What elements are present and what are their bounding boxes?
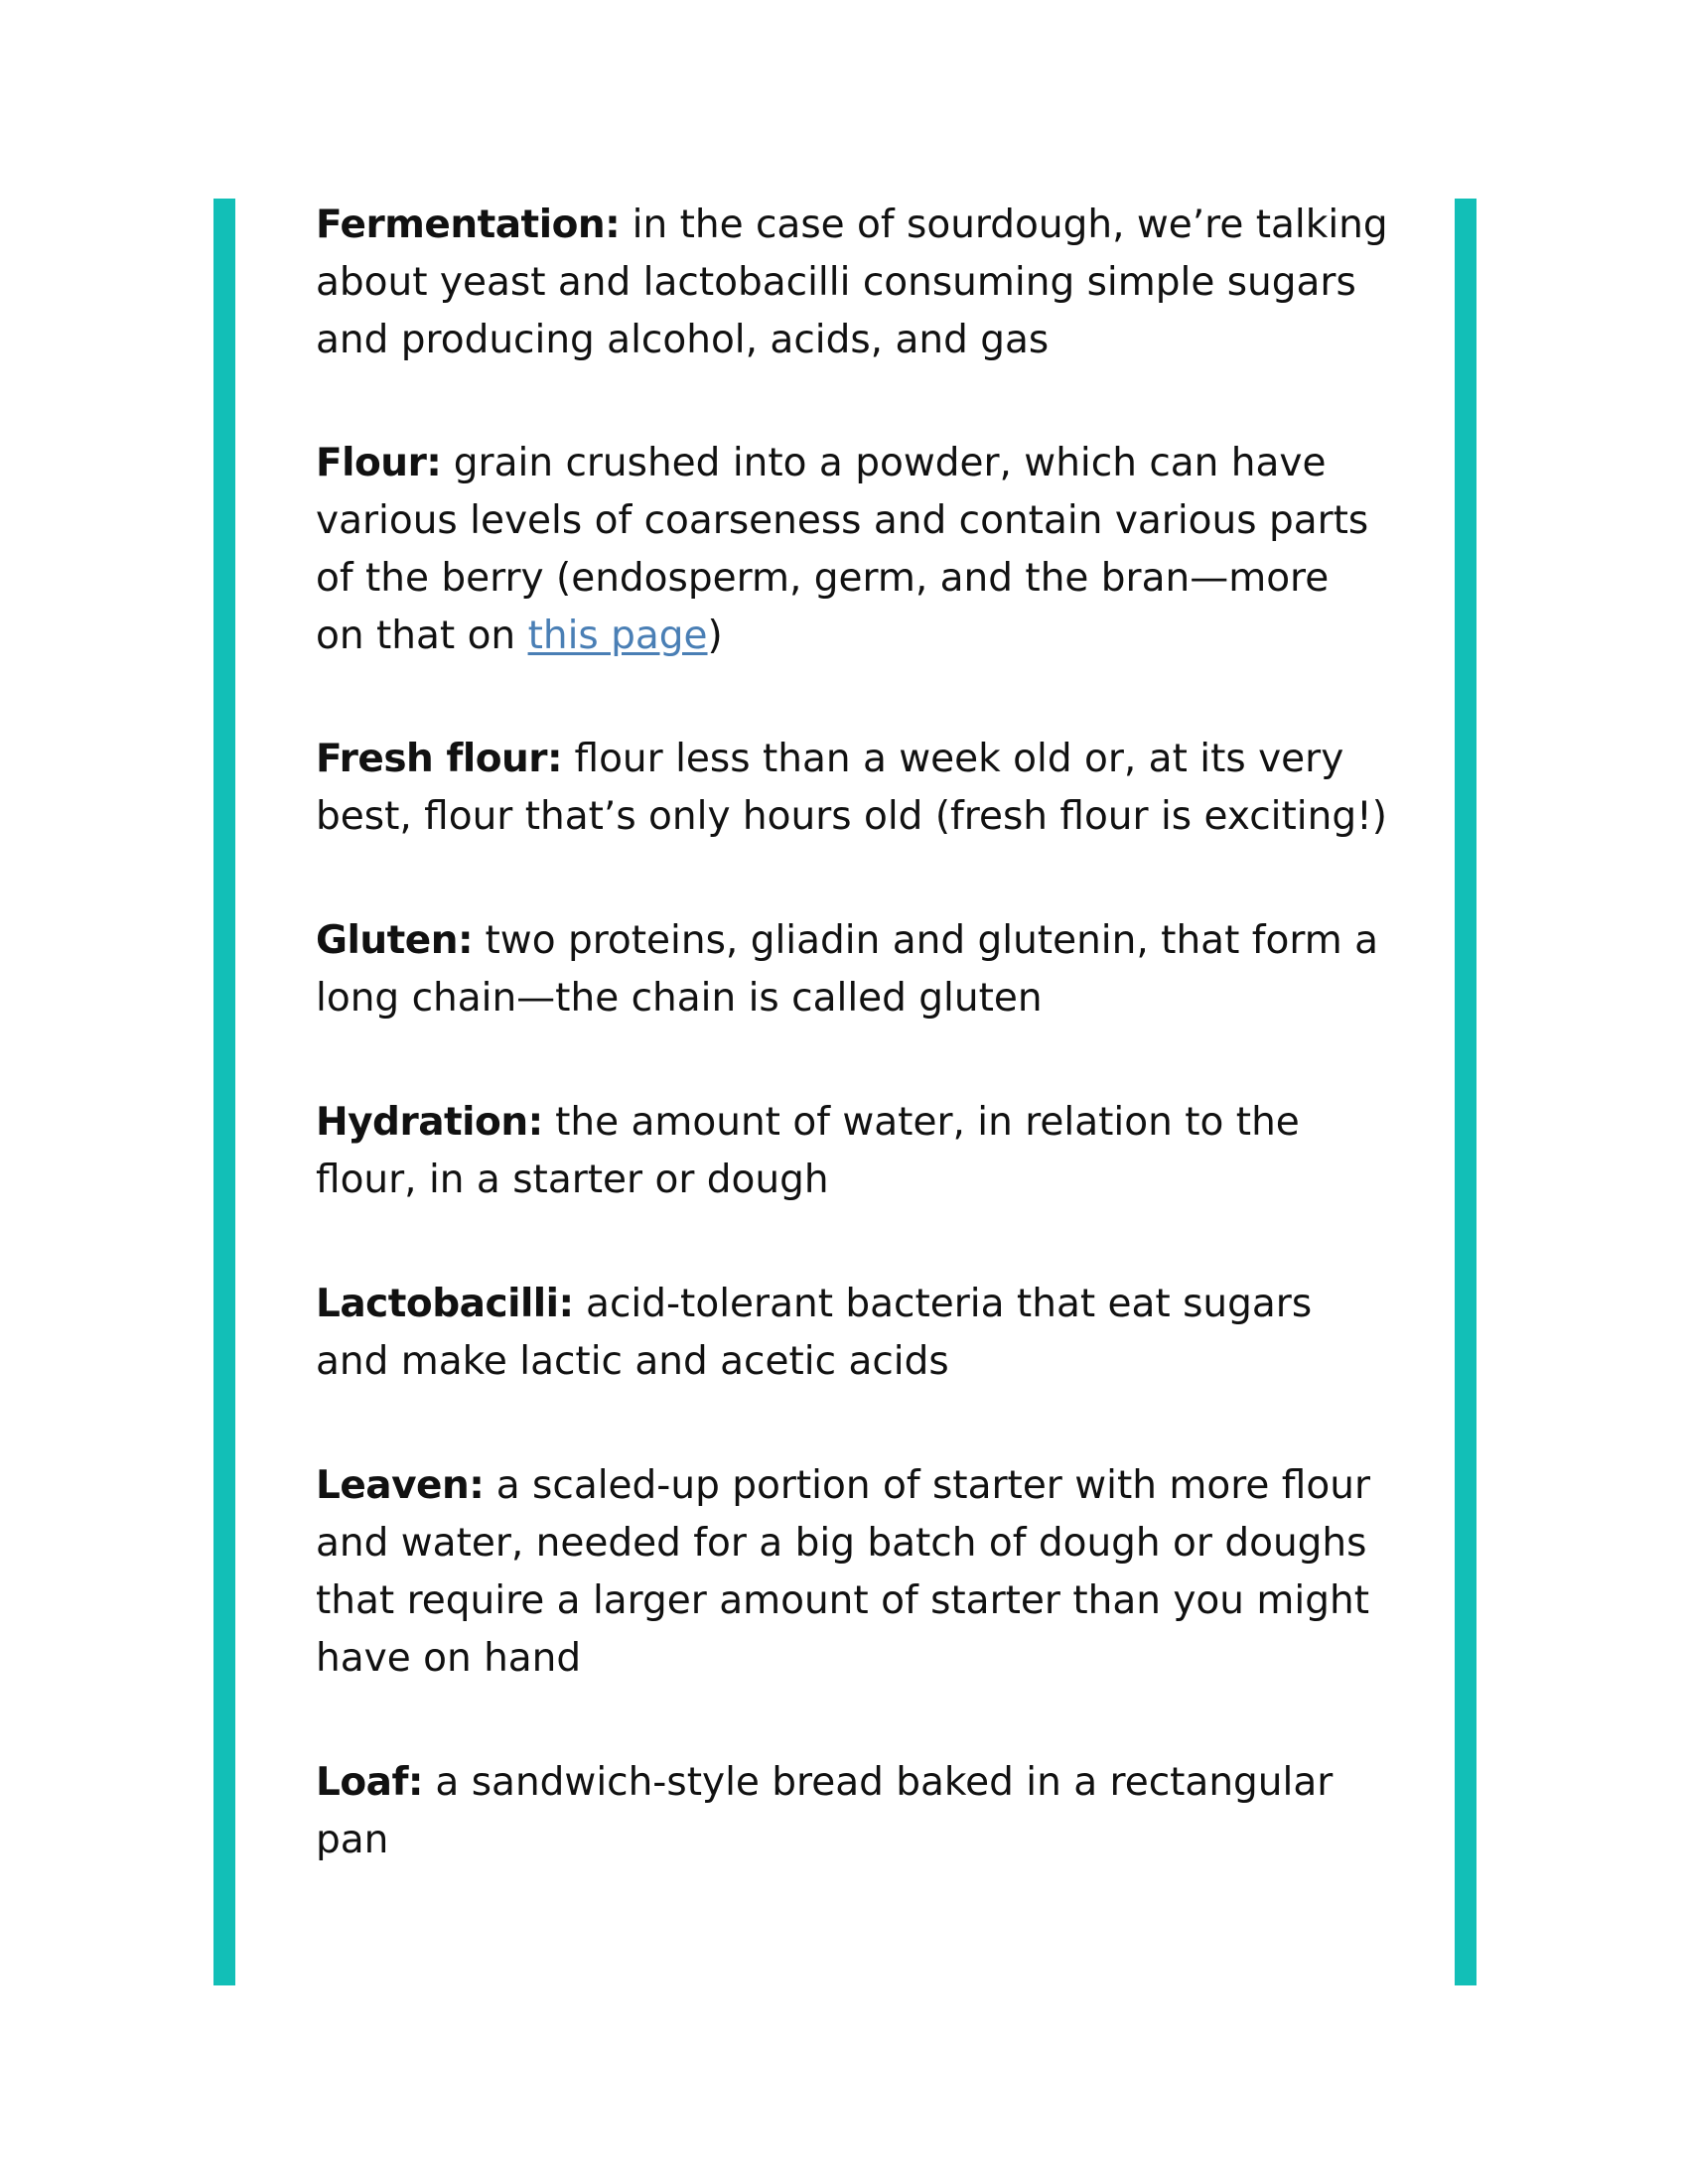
glossary-entry-leaven — [316, 1457, 1388, 1688]
glossary-definition: grain crushed into a powder, which can have various levels of coarseness and contain various parts of the berry (endosperm, germ, and the bran—more on that on — [316, 441, 1369, 658]
this-page-link[interactable]: this page — [527, 614, 708, 658]
glossary-term: Fresh flour: — [316, 737, 563, 781]
glossary-list — [316, 197, 1388, 1869]
glossary-term: Loaf: — [316, 1760, 424, 1805]
glossary-definition: a scaled-up portion of starter with more flour and water, needed for a big batch of dough or doughs that require a larger amount of starter than you might have on hand — [316, 1463, 1370, 1681]
glossary-entry-hydration — [316, 1094, 1388, 1209]
glossary-entry-flour — [316, 435, 1388, 665]
glossary-definition: acid-tolerant bacteria that eat sugars and make lactic and acetic acids — [316, 1282, 1313, 1384]
glossary-term: Gluten: — [316, 918, 474, 963]
glossary-definition-end: ) — [707, 614, 723, 658]
left-accent-rule — [213, 199, 235, 1985]
glossary-term: Fermentation: — [316, 203, 621, 247]
glossary-definition: two proteins, gliadin and glutenin, that form a long chain—the chain is called gluten — [316, 918, 1378, 1021]
glossary-term: Lactobacilli: — [316, 1282, 574, 1326]
glossary-term: Flour: — [316, 441, 442, 485]
glossary-definition: flour less than a week old or, at its very best, flour that’s only hours old (fresh flour is exciting!) — [316, 737, 1387, 839]
glossary-term: Hydration: — [316, 1100, 543, 1145]
glossary-entry-fresh-flour — [316, 731, 1388, 846]
glossary-definition: in the case of sourdough, we’re talking about yeast and lactobacilli consuming simple sugars and producing alcohol, acids, and gas — [316, 203, 1388, 362]
glossary-definition: a sandwich-style bread baked in a rectangular pan — [316, 1760, 1334, 1862]
glossary-entry-loaf — [316, 1754, 1388, 1869]
glossary-definition: the amount of water, in relation to the flour, in a starter or dough — [316, 1100, 1300, 1202]
right-accent-rule — [1455, 199, 1477, 1985]
glossary-entry-lactobacilli — [316, 1276, 1388, 1391]
glossary-term: Leaven: — [316, 1463, 485, 1508]
glossary-entry-fermentation — [316, 197, 1388, 369]
glossary-entry-gluten — [316, 912, 1388, 1027]
